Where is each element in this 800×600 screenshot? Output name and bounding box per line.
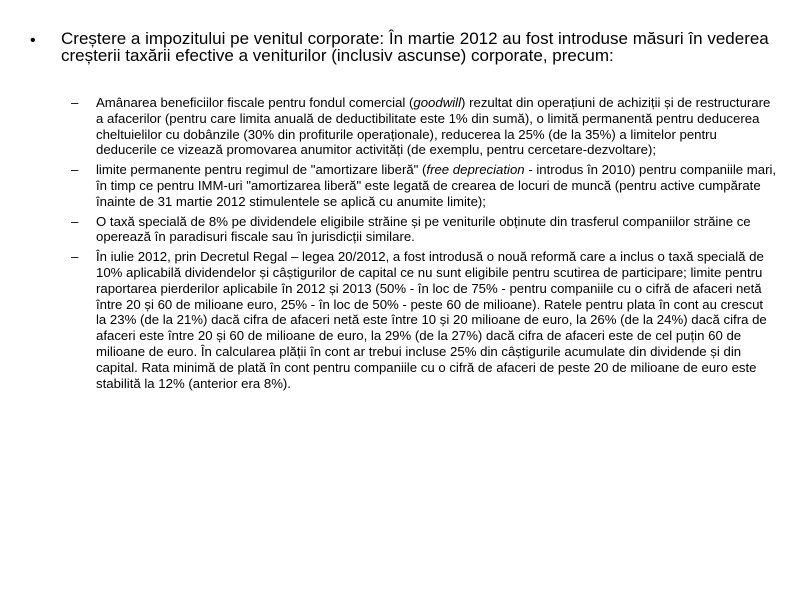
italic-term: goodwill (413, 95, 462, 110)
sub-bullet-text: În iulie 2012, prin Decretul Regal – legea 20/2012, a fost introdusă o nouă reformă care a inclus o taxă specială de 10% aplicabilă dividendelor și câștigurilor de capital ce nu sunt eligibile pentru scutirea de participare; limite pentru raportarea pierderilor aplicabile în 2012 și 2013 (50% - în loc de 75% - pentru companiile cu o cifră de afaceri netă între 20 și 60 de milioane euro, 25% - în loc de 50% - peste 60 de milioane). Ratele pentru plata în cont au crescut la 23% (de la 21%) dacă cifra de afaceri netă este între 10 și 20 milioane de euro, la 26% (de la 24%) dacă cifra de afaceri este între 20 și 60 de milioane de euro, la 29% (de la 27%) dacă cifra de afaceri este de cel puțin 60 de milioane de euro. În calcularea plății în cont ar trebui incluse 25% din câștigurile acumulate din dividende și din capital. Rata minimă de plată în cont pentru companiile cu o cifră de afaceri de peste 20 de milioane de euro este stabilită la 12% (anterior era 8%). (96, 249, 767, 391)
text-segment: Amânarea beneficiilor fiscale pentru fondul comercial ( (96, 95, 414, 110)
sub-bullet-list (71, 95, 777, 395)
dash-marker: – (71, 162, 79, 178)
sub-bullet-item (71, 95, 777, 158)
sub-bullet-text (96, 95, 770, 157)
text-segment: ) rezultat din operațiuni de achiziții și de restructurare a afacerilor (pentru care limita anuală de deductibilitate este 1% din sumă), o limită permanentă pentru deducerea cheltuielilor cu dobânzile (30% din profiturile operaționale), reducerea la 25% (de la 35%) a limitelor pentru deducerile ce vizează promovarea anumitor activități (de exemplu, pentru cercetare-dezvoltare); (96, 95, 771, 158)
main-bullet-item (30, 30, 775, 64)
bullet-marker: • (30, 32, 36, 49)
dash-marker: – (71, 95, 79, 110)
italic-term: free depreciation (426, 162, 525, 178)
dash-marker: – (71, 249, 79, 265)
text-segment: - introdus în 2010) pentru companiile mari, în timp ce pentru IMM-uri "amortizarea liberă" este legată de crearea de locuri de muncă (pentru active cumpărate înainte de 31 martie 2012 stimulentele se aplică cu anumite limite); (96, 162, 777, 209)
sub-bullet-item (71, 214, 777, 246)
sub-bullet-item (71, 162, 777, 209)
sub-bullet-text (96, 162, 776, 209)
sub-bullet-item (71, 249, 777, 391)
sub-bullet-text: O taxă specială de 8% pe dividendele eligibile străine și pe veniturile obținute din trasferul companiilor străine ce operează în paradisuri fiscale sau în jurisdicții similare. (96, 213, 751, 245)
text-segment: limite permanente pentru regimul de "amortizare liberă" ( (96, 162, 427, 178)
dash-marker: – (71, 213, 79, 229)
main-bullet-text: Creștere a impozitului pe venitul corporate: În martie 2012 au fost introduse măsuri în vederea creșterii taxării efective a veniturilor (inclusiv ascunse) corporate, precum: (61, 29, 769, 65)
